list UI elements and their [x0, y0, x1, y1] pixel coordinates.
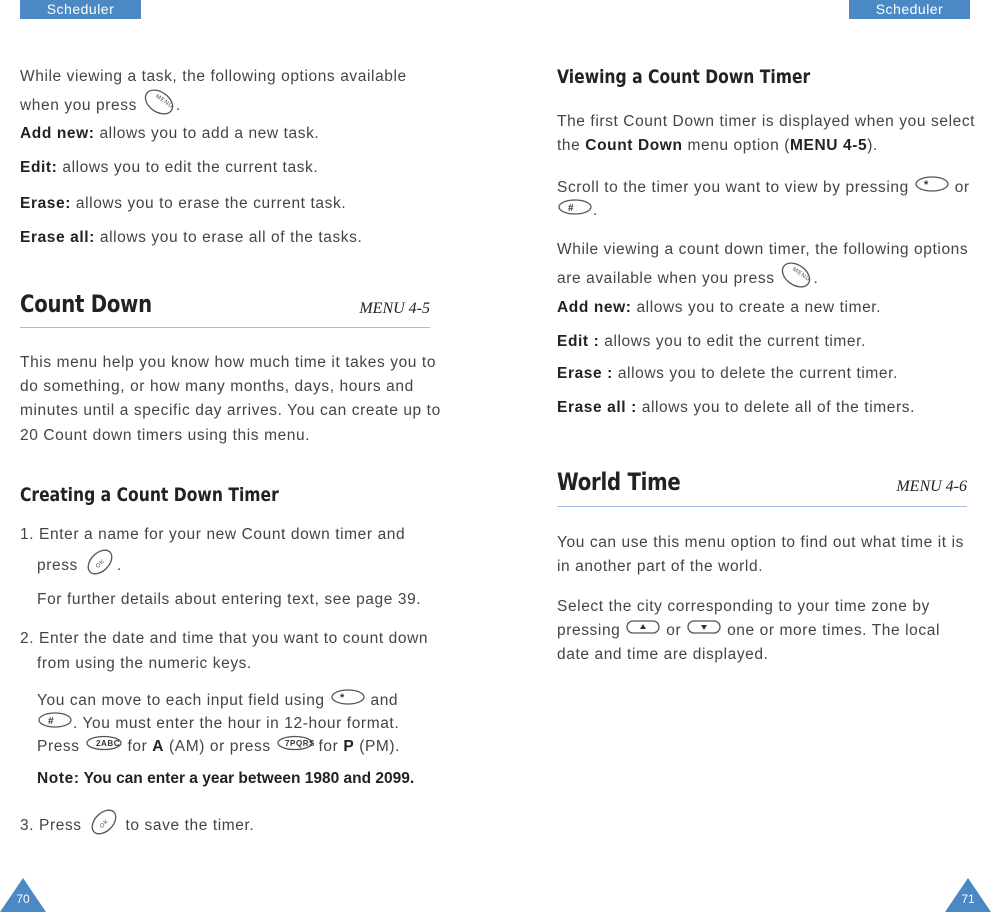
step1-note: For further details about entering text, see page 39. [37, 591, 422, 608]
year-note: Note: You can enter a year between 1980 and 2099. [37, 770, 415, 787]
svg-text:#: # [568, 203, 575, 214]
svg-text:MENU: MENU [153, 93, 174, 111]
viewing-p2-line-2: # . [557, 197, 598, 225]
page-number-right: 71 [961, 892, 975, 906]
intro-line-1: While viewing a task, the following options available [20, 68, 407, 85]
count-down-desc-3: minutes until a specific day arrives. You can create up to [20, 402, 441, 419]
count-down-desc-4: 20 Count down timers using this menu. [20, 427, 311, 444]
left-option-erase-all: Erase all: allows you to erase all of the tasks. [20, 229, 363, 246]
right-option-erase-all: Erase all : allows you to delete all of the timers. [557, 399, 915, 416]
world-time-rule [557, 506, 967, 507]
svg-text:OK: OK [94, 558, 107, 570]
svg-text:#: # [48, 716, 55, 727]
page-number-left: 70 [16, 892, 30, 906]
world-p2-line-1: Select the city corresponding to your time zone by [557, 598, 930, 615]
hash-key-icon [557, 197, 593, 225]
intro-line-2: when you press MENU . [20, 89, 181, 123]
menu-key-icon [779, 262, 813, 296]
step2-line-5: Press 2ABC for A (AM) or press 7PQRS for P (PM). [37, 734, 400, 760]
count-down-title: Count Down [20, 290, 152, 318]
left-option-erase: Erase: allows you to erase the current task. [20, 195, 347, 212]
step2-line-2: from using the numeric keys. [37, 655, 252, 672]
world-p1-line-2: in another part of the world. [557, 558, 764, 575]
star-key-icon [914, 174, 950, 202]
step1-line-2: press OK . [37, 547, 122, 585]
right-option-edit: Edit : allows you to edit the current timer. [557, 333, 866, 350]
up-key-icon [625, 619, 661, 643]
viewing-p1-line-2: the Count Down menu option (MENU 4-5). [557, 137, 878, 154]
ok-key-icon [83, 547, 117, 585]
viewing-p3-line-1: While viewing a count down timer, the following options [557, 241, 969, 258]
viewing-timer-title: Viewing a Count Down Timer [557, 66, 811, 88]
world-p2-line-3: date and time are displayed. [557, 646, 769, 663]
step3-line: 3. Press OK to save the timer. [20, 807, 254, 845]
count-down-menu-ref: MENU 4-5 [359, 300, 430, 317]
svg-text:7PQRS: 7PQRS [284, 739, 314, 748]
header-tab-right: Scheduler [849, 0, 970, 19]
seven-key-icon [276, 734, 314, 760]
viewing-p1-line-1: The first Count Down timer is displayed when you select [557, 113, 976, 130]
count-down-desc-2: do something, or how many months, days, hours and [20, 378, 414, 395]
step2-line-3: You can move to each input field using * and [37, 687, 398, 715]
count-down-desc-1: This menu help you know how much time it takes you to [20, 354, 437, 371]
viewing-p2-line-1: Scroll to the timer you want to view by pressing * or [557, 174, 970, 202]
right-option-erase: Erase : allows you to delete the current timer. [557, 365, 898, 382]
world-time-menu-ref: MENU 4-6 [896, 478, 967, 495]
ok-key-icon [87, 807, 121, 845]
menu-key-icon [142, 89, 176, 123]
count-down-rule [20, 327, 430, 328]
two-key-icon [85, 734, 123, 760]
world-p2-line-2: pressing or one or more times. The local [557, 619, 940, 643]
step2-line-1: 2. Enter the date and time that you want to count down [20, 630, 429, 647]
header-tab-left: Scheduler [20, 0, 141, 19]
step1-line-1: 1. Enter a name for your new Count down timer and [20, 526, 406, 543]
viewing-p3-line-2: are available when you press MENU . [557, 262, 818, 296]
svg-text:MENU: MENU [791, 266, 812, 284]
left-option-add-new: Add new: allows you to add a new task. [20, 125, 320, 142]
left-option-edit: Edit: allows you to edit the current task. [20, 159, 319, 176]
world-p1-line-1: You can use this menu option to find out what time it is [557, 534, 964, 551]
down-key-icon [686, 619, 722, 643]
svg-text:*: * [923, 179, 929, 191]
creating-timer-title: Creating a Count Down Timer [20, 484, 279, 506]
step2-line-4: # . You must enter the hour in 12-hour format. [37, 710, 399, 738]
world-time-title: World Time [557, 468, 681, 496]
svg-text:2ABC: 2ABC [95, 739, 120, 748]
svg-text:OK: OK [98, 818, 110, 830]
svg-text:*: * [339, 692, 345, 704]
right-option-add-new: Add new: allows you to create a new timer. [557, 299, 882, 316]
